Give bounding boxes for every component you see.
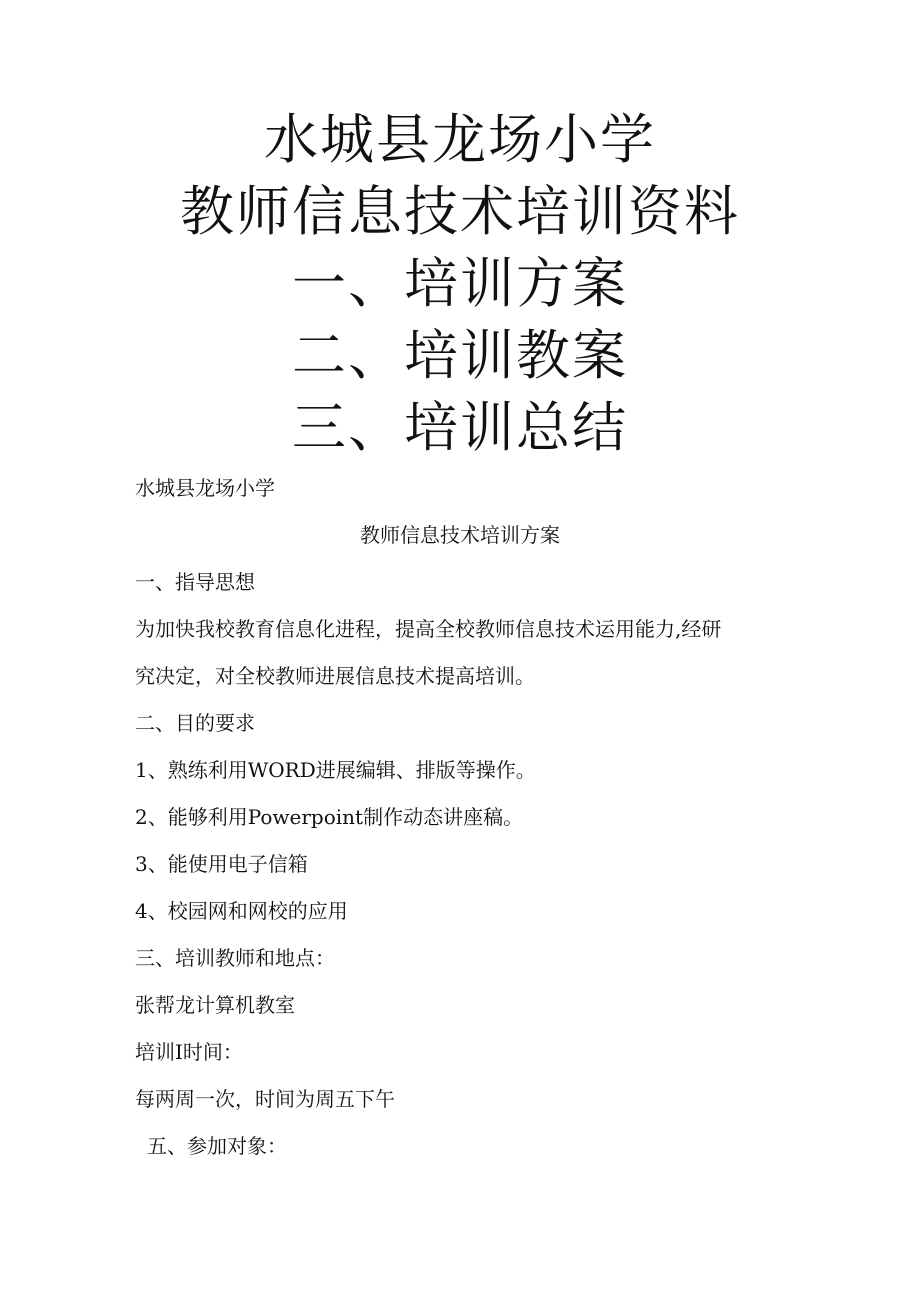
time-content: 每两周一次，时间为周五下午 [135,1087,395,1111]
school-name: 水城县龙场小学 [135,476,275,500]
guiding-idea-paragraph-line-1: 为加快我校教育信息化进程，提高全校教师信息技术运用能力,经研 [135,617,722,641]
cover-item-plan: 一、培训方案 [292,252,628,315]
section-heading-teacher-location: 三、培训教师和地点： [135,946,335,970]
cover-item-summary: 三、培训总结 [292,396,628,459]
cover-document-title: 教师信息技术培训资料 [180,180,740,243]
cover-title-block [0,104,920,464]
objective-item: 4、校园网和网校的应用 [135,899,348,923]
section-heading-objectives: 二、目的要求 [135,711,255,735]
cover-item-lesson: 二、培训教案 [292,324,628,387]
plan-title: 教师信息技术培训方案 [360,523,560,547]
section-heading-guiding-idea: 一、指导思想 [135,570,255,594]
plan-body [135,476,785,1158]
objective-item: 1、熟练利用WORD进展编辑、排版等操作。 [135,758,536,782]
objective-item: 3、能使用电子信箱 [135,852,308,876]
teacher-location-content: 张帮龙计算机教室 [135,993,295,1017]
section-heading-time: 培训I时间： [135,1040,243,1064]
guiding-idea-paragraph-line-2: 究决定，对全校教师进展信息技术提高培训。 [135,664,535,688]
cover-school-name: 水城县龙场小学 [264,108,656,171]
section-heading-participants: 五、参加对象： [147,1134,287,1158]
objective-item: 2、能够利用Powerpoint制作动态讲座稿。 [135,805,524,829]
